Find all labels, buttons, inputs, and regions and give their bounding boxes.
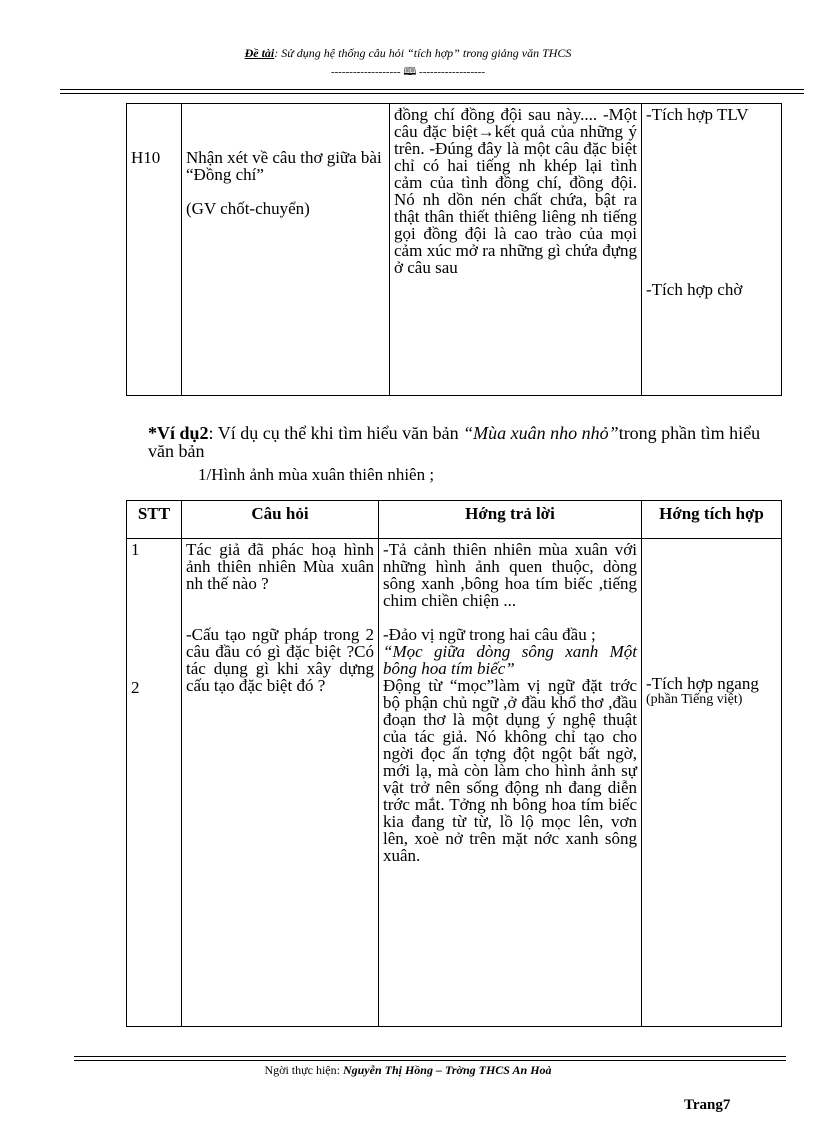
answer-cell [379,539,642,1027]
col-header-question: Câu hỏi [182,501,379,539]
stt-2: 2 [131,678,140,697]
integration-tlv: -Tích hợp TLV [646,105,749,124]
table-row [127,104,782,396]
col-header-stt: STT [127,501,182,539]
page-number: Trang7 [684,1097,731,1113]
header-rule-2 [60,93,804,94]
question-2: -Cấu tạo ngữ pháp trong 2 câu đầu có gì đặc biệt ?Có tác dụng gì khi xây dựng cấu tạo đặc biệt đó ? [186,625,374,695]
footer-author: Nguyễn Thị Hồng [342,1063,433,1077]
question-cell [182,104,390,396]
integration-wait: -Tích hợp chờ [646,280,743,299]
header-ornament: ------------------- 🕮 ------------------ [330,66,485,78]
example-label: *Ví dụ2 [148,423,209,443]
answer-1: -Tả cảnh thiên nhiên mùa xuân với những hình ảnh quen thuộc, dòng sông xanh ,bông hoa tím biếc ,tiếng chim chiền chiện ... [383,540,637,610]
example-text-a: : Ví dụ cụ thể khi tìm hiểu văn bản [208,423,464,443]
header-label: Đề tài [244,46,275,60]
header-title: : Sử dụng hệ thống câu hỏi “tích hợp” trong giảng văn THCS [274,46,572,60]
header-rule-1 [60,89,804,90]
table-header-row [127,501,782,539]
stt-cell [127,539,182,1027]
integration-cell [642,539,782,1027]
page-footer [0,1063,816,1078]
stt-1: 1 [131,540,140,559]
answer-2c: Động từ “mọc”làm vị ngữ đặt trớc bộ phận chủ ngữ ,ở đầu khổ thơ ,đầu đoạn thơ là một dụng ý nghệ thuật của tác giả. Nó không chỉ tạo cho ngời đọc ấn tợng đột ngột bất ngờ, mới lạ, mà còn làm cho hình ảnh sự vật trở nên sống động nh đang diễn trớc mắt. Tởng nh bông hoa tím biếc kia đang từ từ, lồ lộ mọc lên, vơn lên, xoè nở trên mặt nớc xanh sông xuân. [383,676,637,865]
footer-prefix: Ngời thực hiện: [264,1063,343,1077]
footer-rule-2 [74,1060,786,1061]
footer-rule-1 [74,1056,786,1057]
row-id: H10 [127,104,182,396]
answer-2a: -Đảo vị ngữ trong hai câu đầu ; [383,625,596,644]
questions-table [126,500,782,1027]
example-text-b: trong phần tìm hiểu văn bản [148,423,761,461]
page-header [0,46,816,61]
teacher-note: (GV chốt-chuyển) [186,199,310,218]
example-title: “Mùa xuân nho nhỏ” [463,423,619,443]
question-cell [182,539,379,1027]
integration-cell [642,104,782,396]
integration-part: (phần Tiếng việt) [646,692,743,707]
subheading: 1/Hình ảnh mùa xuân thiên nhiên ; [198,465,435,484]
example-paragraph [148,424,788,460]
answer-2-quote: “Mọc giữa dòng sông xanh Một bông hoa tím biếc” [383,642,637,678]
col-header-answer: Hớng trả lời [379,501,642,539]
question-1: Tác giả đã phác hoạ hình ảnh thiên nhiên Mùa xuân nh thế nào ? [186,540,374,593]
table-continued [126,103,782,396]
footer-school: – Trờng THCS An Hoà [432,1063,552,1077]
table-row [127,539,782,1027]
integration-horizontal: -Tích hợp ngang [646,674,759,693]
col-header-integration: Hớng tích hợp [642,501,782,539]
answer-text: đồng chí đồng đội sau này.... -Một câu đặc biệt→kết quả của những ý trên. -Đúng đây là một câu đặc biệt chỉ có hai tiếng nh khép lại tình cảm của tình đồng chí, đồng đội. Nó nh dồn nén chất chứa, bật ra thật thân thiết thiêng liêng nh tiếng gọi đồng đội là cao trào của mọi cảm xúc mở ra những gì chứa đựng ở câu sau [390,104,642,396]
question-text: Nhận xét về câu thơ giữa bài “Đồng chí” [186,148,382,184]
